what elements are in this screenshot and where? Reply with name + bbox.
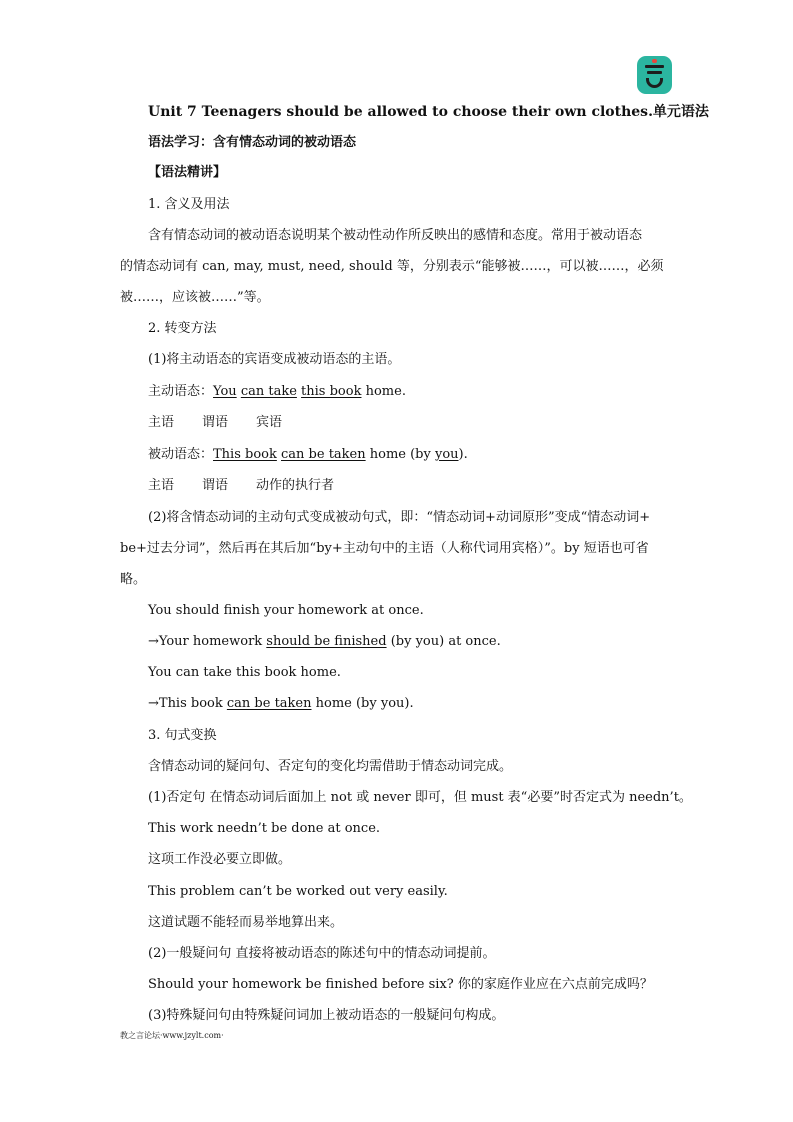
heading-1: 1. 含义及用法 xyxy=(148,197,230,212)
example-1: You should finish your homework at once. xyxy=(148,603,424,618)
footer-url: 教之言论坛·www.jzylt.com· xyxy=(120,1031,224,1040)
rule-2-line-3: 略。 xyxy=(120,572,147,587)
example-2: →Your homework should be finished (by you) at once. xyxy=(148,634,501,649)
rule-2-line-1: (2)将含情态动词的主动句式变成被动句式，即：“情态动词+动词原形”变成“情态动词+ xyxy=(148,510,651,525)
example-4: →This book can be taken home (by you). xyxy=(148,696,414,711)
example-6-translation: 这道试题不能轻而易举地算出来。 xyxy=(148,915,344,930)
question-rule-1: (2)一般疑问句 直接将被动语态的陈述句中的情态动词提前。 xyxy=(148,946,496,961)
paragraph-1-line-2: 的情态动词有 can, may, must, need, should 等，分别表示“能够被……，可以被……，必须 xyxy=(120,259,664,274)
section-heading: 【语法精讲】 xyxy=(148,165,227,180)
passive-voice-example: 被动语态：This book can be taken home (by you). xyxy=(148,447,468,462)
active-voice-example: 主动语态：You can take this book home. xyxy=(148,384,406,399)
negative-rule: (1)否定句 在情态动词后面加上 not 或 never 即可，但 must 表“必要”时否定式为 needn’t。 xyxy=(148,790,692,805)
example-5-translation: 这项工作没必要立即做。 xyxy=(148,852,292,867)
example-3: You can take this book home. xyxy=(148,665,341,680)
example-7: Should your homework be finished before six? 你的家庭作业应在六点前完成吗？ xyxy=(148,977,653,992)
heading-2: 2. 转变方法 xyxy=(148,321,217,336)
paragraph-1-line-3: 被……，应该被……”等。 xyxy=(120,290,270,305)
heading-3: 3. 句式变换 xyxy=(148,728,217,743)
document-subtitle: 语法学习：含有情态动词的被动语态 xyxy=(148,135,357,150)
passive-roles: 主语 谓语 动作的执行者 xyxy=(148,478,335,493)
paragraph-1-line-1: 含有情态动词的被动语态说明某个被动性动作所反映出的感情和态度。常用于被动语态 xyxy=(148,228,643,243)
rule-1: (1)将主动语态的宾语变成被动语态的主语。 xyxy=(148,352,401,367)
paragraph-3: 含情态动词的疑问句、否定句的变化均需借助于情态动词完成。 xyxy=(148,759,513,774)
example-5: This work needn’t be done at once. xyxy=(148,821,381,836)
rule-2-line-2: be+过去分词”，然后再在其后加“by+主动句中的主语（人称代词用宾格）”。by 短语也可省 xyxy=(120,541,649,556)
question-rule-2: (3)特殊疑问句由特殊疑问词加上被动语态的一般疑问句构成。 xyxy=(148,1008,505,1023)
site-logo-icon xyxy=(637,56,672,94)
active-roles: 主语 谓语 宾语 xyxy=(148,415,283,430)
example-6: This problem can’t be worked out very easily. xyxy=(148,884,448,899)
document-title: Unit 7 Teenagers should be allowed to choose their own clothes.单元语法 xyxy=(148,104,709,120)
